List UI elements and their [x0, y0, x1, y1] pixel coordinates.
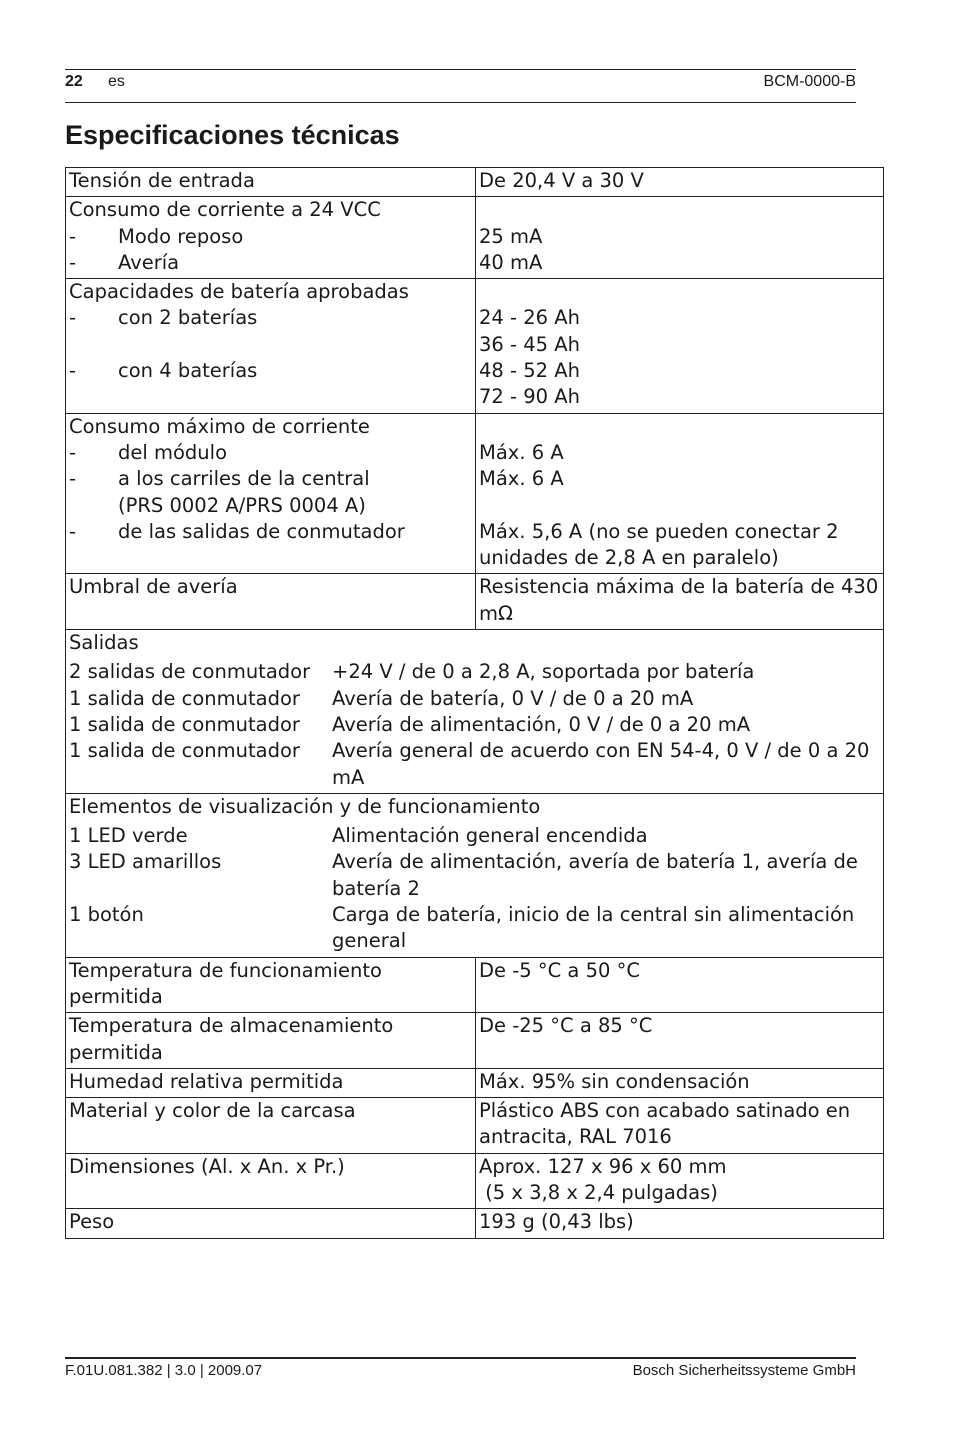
spec-value: 24 - 26 Ah	[479, 306, 580, 330]
spec-label: Peso	[66, 1209, 476, 1238]
spec-value: 193 g (0,43 lbs)	[476, 1209, 884, 1238]
list-item: - Modo reposo	[69, 224, 244, 248]
row-humidity	[66, 1068, 884, 1097]
spec-value: 48 - 52 Ah	[479, 359, 580, 383]
spec-label: Consumo de corriente a 24 VCC	[69, 198, 381, 222]
spec-value-secondary: (5 x 3,8 x 2,4 pulgadas)	[479, 1180, 718, 1204]
spec-value: De -5 °C a 50 °C	[476, 957, 884, 1013]
list-item: - con 4 baterías	[69, 359, 258, 383]
spec-label: Umbral de avería	[66, 574, 476, 630]
spec-value: 36 - 45 Ah	[479, 332, 580, 356]
spec-label: Dimensiones (Al. x An. x Pr.)	[66, 1153, 476, 1209]
spec-value: 72 - 90 Ah	[479, 385, 580, 409]
footer-rule	[65, 1357, 856, 1359]
spec-value: Aprox. 127 x 96 x 60 mm	[479, 1154, 727, 1178]
spec-value: Plástico ABS con acabado satinado en antracita, RAL 7016	[476, 1098, 884, 1154]
footer-company: Bosch Sicherheitssysteme GmbH	[632, 1362, 856, 1379]
header-bottom-rule	[65, 102, 856, 103]
row-max-current	[66, 413, 884, 574]
spec-value: Máx. 6 A	[479, 440, 564, 464]
list-item: 1 salida de conmutador Avería de alimentación, 0 V / de 0 a 20 mA	[69, 712, 751, 736]
spec-label: Consumo máximo de corriente	[69, 414, 370, 438]
spec-value: De 20,4 V a 30 V	[476, 168, 884, 197]
spec-label: Temperatura de almacenamiento permitida	[66, 1013, 476, 1069]
list-item: - con 2 baterías	[69, 306, 258, 330]
list-item: 1 LED verde Alimentación general encendida	[69, 824, 648, 848]
spec-value: 40 mA	[479, 250, 543, 274]
document-code: BCM-0000-B	[763, 73, 856, 90]
spec-value: De -25 °C a 85 °C	[476, 1013, 884, 1069]
list-item: 1 salida de conmutador Avería de batería, 0 V / de 0 a 20 mA	[69, 686, 694, 710]
spec-value: Máx. 6 A	[479, 467, 564, 491]
spec-value: 25 mA	[479, 224, 543, 248]
row-current-consumption	[66, 197, 884, 279]
spec-value: Máx. 95% sin condensación	[476, 1068, 884, 1097]
row-battery-capacities	[66, 279, 884, 413]
page-title: Especificaciones técnicas	[65, 120, 400, 150]
spec-label: Capacidades de batería aprobadas	[69, 280, 409, 304]
row-outputs	[66, 630, 884, 794]
row-housing	[66, 1098, 884, 1154]
row-input-voltage	[66, 168, 884, 197]
section-label: Elementos de visualización y de funcionamiento	[69, 794, 541, 818]
spec-label: Tensión de entrada	[66, 168, 476, 197]
list-item: 2 salidas de conmutador +24 V / de 0 a 2,8 A, soportada por batería	[69, 660, 755, 684]
page-number: 22	[65, 73, 83, 90]
list-item: - Avería	[69, 250, 180, 274]
list-item: 3 LED amarillos Avería de alimentación, avería de batería 1, avería de batería 2	[69, 850, 858, 900]
row-weight	[66, 1209, 884, 1238]
spec-value: Máx. 5,6 A (no se pueden conectar 2 unidades de 2,8 A en paralelo)	[479, 519, 839, 570]
section-label: Salidas	[69, 631, 139, 655]
list-item: - de las salidas de conmutador	[69, 519, 405, 543]
row-operating-temperature	[66, 957, 884, 1013]
header-top-rule	[65, 69, 856, 70]
row-display-elements	[66, 793, 884, 957]
specifications-table	[65, 167, 884, 1239]
list-item: 1 botón Carga de batería, inicio de la central sin alimentación general	[69, 903, 855, 953]
list-item: - a los carriles de la central	[69, 467, 370, 491]
list-item: 1 salida de conmutador Avería general de acuerdo con EN 54-4, 0 V / de 0 a 20 mA	[69, 739, 870, 789]
spec-label: Humedad relativa permitida	[66, 1068, 476, 1097]
list-item: - del módulo	[69, 440, 228, 464]
language-code: es	[108, 73, 125, 90]
row-storage-temperature	[66, 1013, 884, 1069]
spec-label: Material y color de la carcasa	[66, 1098, 476, 1154]
row-fault-threshold	[66, 574, 884, 630]
spec-label: Temperatura de funcionamiento permitida	[66, 957, 476, 1013]
spec-value: Resistencia máxima de la batería de 430 mΩ	[476, 574, 884, 630]
list-item-continuation: (PRS 0002 A/PRS 0004 A)	[118, 493, 366, 517]
row-dimensions	[66, 1153, 884, 1209]
footer-document-info: F.01U.081.382 | 3.0 | 2009.07	[65, 1362, 263, 1379]
